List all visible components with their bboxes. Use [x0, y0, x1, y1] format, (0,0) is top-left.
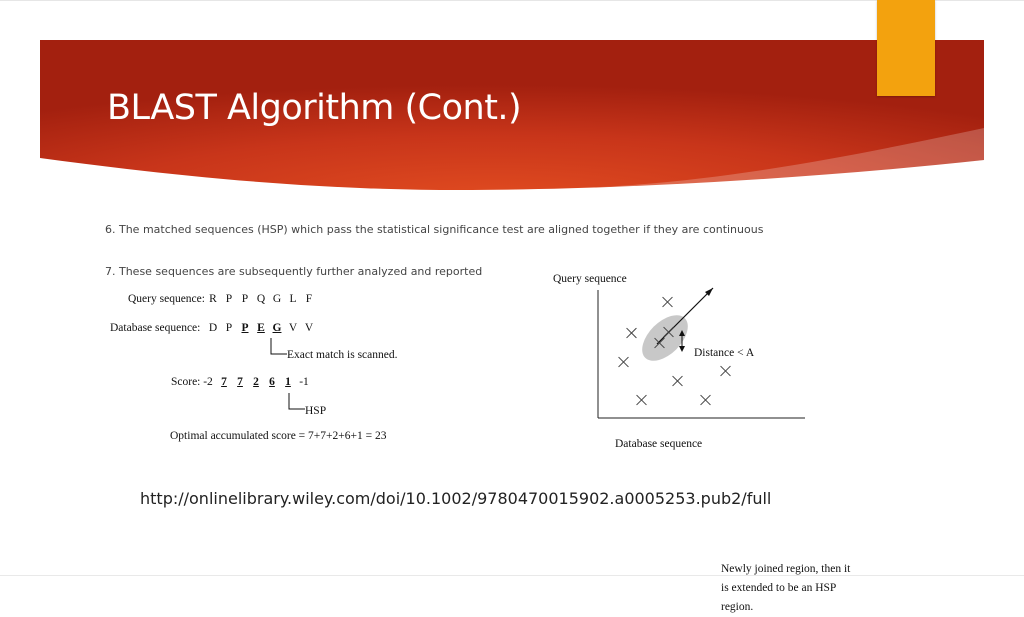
score-label: Score: [171, 376, 201, 388]
query-letter: Q [256, 293, 266, 305]
hit-mark [700, 394, 712, 406]
score-value-hsp: 6 [269, 376, 275, 388]
hit-mark [654, 337, 666, 349]
paragraph-step-6: 6. The matched sequences (HSP) which pass the statistical significance test are aligned together if they are continuous [105, 223, 764, 236]
optimal-score: Optimal accumulated score = 7+7+2+6+1 = 23 [170, 430, 387, 442]
hit-mark [636, 394, 648, 406]
hsp-extension-diagram [545, 268, 855, 613]
database-letter: D [208, 322, 218, 334]
score-value-hsp: 1 [285, 376, 291, 388]
database-letter: P [225, 322, 233, 334]
top-border [0, 0, 1024, 1]
hit-mark [720, 365, 732, 377]
hit-mark [672, 375, 684, 387]
database-sequence-letters [205, 322, 317, 334]
score-value-hsp: 7 [221, 376, 227, 388]
query-letter: G [272, 293, 282, 305]
database-sequence-label: Database sequence: [110, 322, 201, 334]
hit-mark [662, 296, 674, 308]
query-sequence-label: Query sequence: [128, 293, 205, 305]
query-sequence-letters [205, 293, 317, 305]
hit-mark [626, 327, 638, 339]
annotation-text: Newly joined region, then it is extended to be an HSP region. [721, 563, 851, 613]
query-letter: L [289, 293, 297, 305]
score-value: -1 [299, 376, 309, 388]
score-value: -2 [203, 376, 213, 388]
database-letter: V [304, 322, 314, 334]
hsp-label: HSP [305, 405, 327, 417]
x-axis-label: Database sequence [615, 438, 703, 450]
diagram-graphics [545, 268, 855, 463]
query-letter: F [305, 293, 313, 305]
slide-title: BLAST Algorithm (Cont.) [107, 88, 522, 128]
database-letter-matched: G [272, 322, 282, 334]
database-letter: V [288, 322, 298, 334]
query-letter: P [241, 293, 249, 305]
paragraph-step-7: 7. These sequences are subsequently further analyzed and reported [105, 265, 483, 278]
database-letter-matched: E [257, 322, 265, 334]
score-value-hsp: 7 [237, 376, 243, 388]
exact-match-note: Exact match is scanned. [287, 349, 398, 361]
reference-link[interactable]: http://onlinelibrary.wiley.com/doi/10.1002/9780470015902.a0005253.pub2/full [140, 489, 772, 508]
distance-label: Distance < A [694, 347, 755, 359]
score-value-hsp: 2 [253, 376, 259, 388]
query-letter: P [225, 293, 233, 305]
query-letter: R [209, 293, 217, 305]
accent-tab [877, 0, 935, 96]
score-values [200, 376, 312, 388]
hit-mark [618, 356, 630, 368]
database-letter-matched: P [241, 322, 249, 334]
y-axis-label: Query sequence [553, 273, 627, 285]
